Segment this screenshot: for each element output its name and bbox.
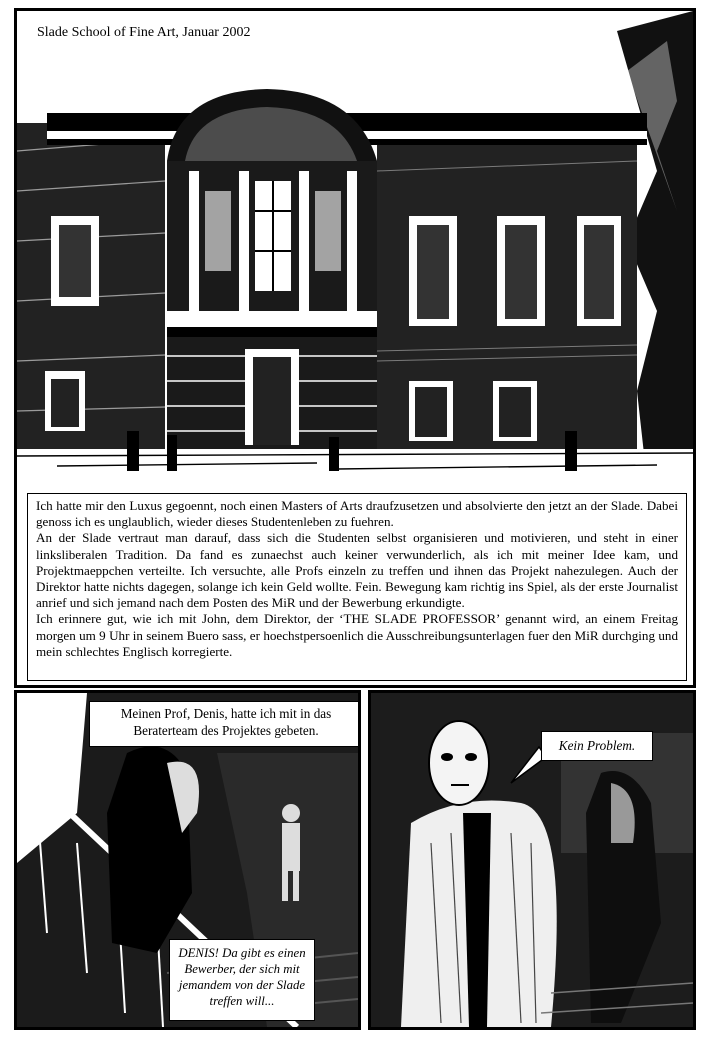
narration-box: [27, 493, 687, 681]
speech-box: DENIS! Da gibt es einen Bewerber, der sich mit jemandem von der Slade treffen will...: [169, 939, 315, 1021]
panel-caption: Slade School of Fine Art, Januar 2002: [33, 23, 254, 43]
bottom-left-panel: [14, 690, 361, 1030]
bottom-right-panel: [368, 690, 696, 1030]
building-illustration-icon: [17, 11, 693, 485]
speech-bubble: Kein Problem.: [541, 731, 653, 761]
caption-box: Meinen Prof, Denis, hatte ich mit in das Beraterteam des Projektes gebeten.: [89, 701, 361, 747]
narration-paragraph: Ich hatte mir den Luxus gegoennt, noch einen Masters of Arts draufzusetzen und absolvierte den jetzt an der Slade. Dabei genoss ich es unglaublich, wieder dieses Studentenleben zu fuehren.: [36, 498, 678, 530]
narration-paragraph: An der Slade vertraut man darauf, dass sich die Studenten selbst organisieren und motivieren, und steht in einer linksliberalen Tradition. Da fand es zunaechst auch keiner verwunderlich, als ich mit meiner Idee kam, und Projektmaeppchen verteilte. Ich versuchte, alle Profs einzeln zu treffen und ihnen das Projekt nahezulegen. Auch der Direktor hatte nichts dagegen, solange ich kein Geld wollte. Fein. Bewegung kam richtig ins Spiel, als der erste Journalist anrief und sich jemand nach dem Posten des MiR und der Bewerbung erkundigte.: [36, 530, 678, 611]
top-panel: [14, 8, 696, 688]
narration-paragraph: Ich erinnere gut, wie ich mit John, dem Direktor, der ‘THE SLADE PROFESSOR’ genannt wird, an einem Freitag morgen um 9 Uhr in seinem Buero sass, er hoechstpersoenlich die Ausschreibungsunterlagen fuer den MiR durchging und mein schlechtes Englisch korregierte.: [36, 611, 678, 659]
